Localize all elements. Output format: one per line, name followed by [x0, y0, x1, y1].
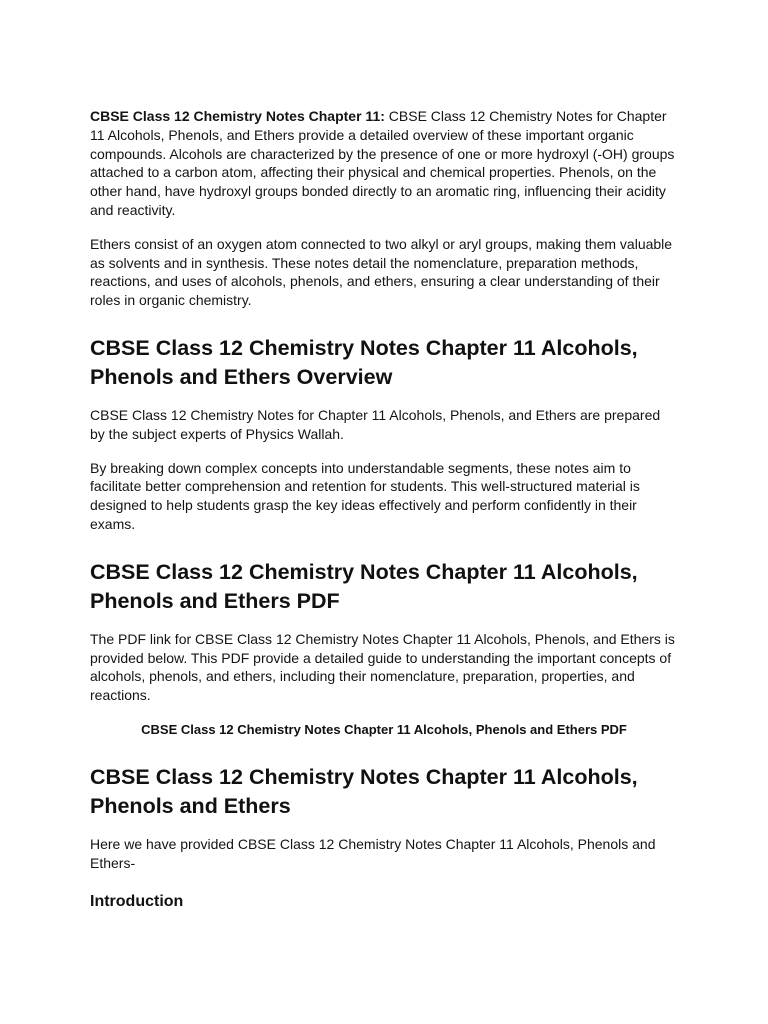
overview-paragraph-2: By breaking down complex concepts into understandable segments, these notes aim to facilitate better comprehension and retention for students. This well-structured material is designed to help students grasp the key ideas effectively and perform confidently in their exams.: [90, 459, 640, 532]
intro-paragraph: [90, 107, 678, 220]
overview-heading: CBSE Class 12 Chemistry Notes Chapter 11 Alcohols, Phenols and Ethers Overview: [90, 335, 638, 389]
overview-paragraph-1: CBSE Class 12 Chemistry Notes for Chapter 11 Alcohols, Phenols, and Ethers are prepared by the subject experts of Physics Wallah.: [90, 406, 661, 442]
intro-lead: CBSE Class 12 Chemistry Notes Chapter 11:: [90, 108, 385, 124]
notes-paragraph: Here we have provided CBSE Class 12 Chemistry Notes Chapter 11 Alcohols, Phenols and Ethers-: [90, 835, 656, 871]
introduction-subheading: Introduction: [90, 892, 184, 910]
pdf-paragraph: The PDF link for CBSE Class 12 Chemistry Notes Chapter 11 Alcohols, Phenols, and Ethers is provided below. This PDF provide a detailed guide to understanding the important concepts of alcohols, phenols, and ethers, including their nomenclature, preparation, properties, and reactions.: [90, 630, 675, 704]
notes-heading: CBSE Class 12 Chemistry Notes Chapter 11 Alcohols, Phenols and Ethers: [90, 764, 638, 818]
intro-text: CBSE Class 12 Chemistry Notes for Chapter 11 Alcohols, Phenols, and Ethers provide a detailed overview of these important organic compounds. Alcohols are characterized by the presence of one or more hydroxyl (-OH) groups attached to a carbon atom, affecting their physical and chemical properties. Phenols, on the other hand, have hydroxyl groups bonded directly to an aromatic ring, influencing their acidity and reactivity.: [90, 108, 675, 218]
intro-paragraph-2: Ethers consist of an oxygen atom connected to two alkyl or aryl groups, making them valuable as solvents and in synthesis. These notes detail the nomenclature, preparation methods, reactions, and uses of alcohols, phenols, and ethers, ensuring a clear understanding of their roles in organic chemistry.: [90, 235, 673, 309]
pdf-link[interactable]: CBSE Class 12 Chemistry Notes Chapter 11 Alcohols, Phenols and Ethers PDF: [141, 721, 627, 737]
pdf-heading: CBSE Class 12 Chemistry Notes Chapter 11 Alcohols, Phenols and Ethers PDF: [90, 559, 638, 613]
